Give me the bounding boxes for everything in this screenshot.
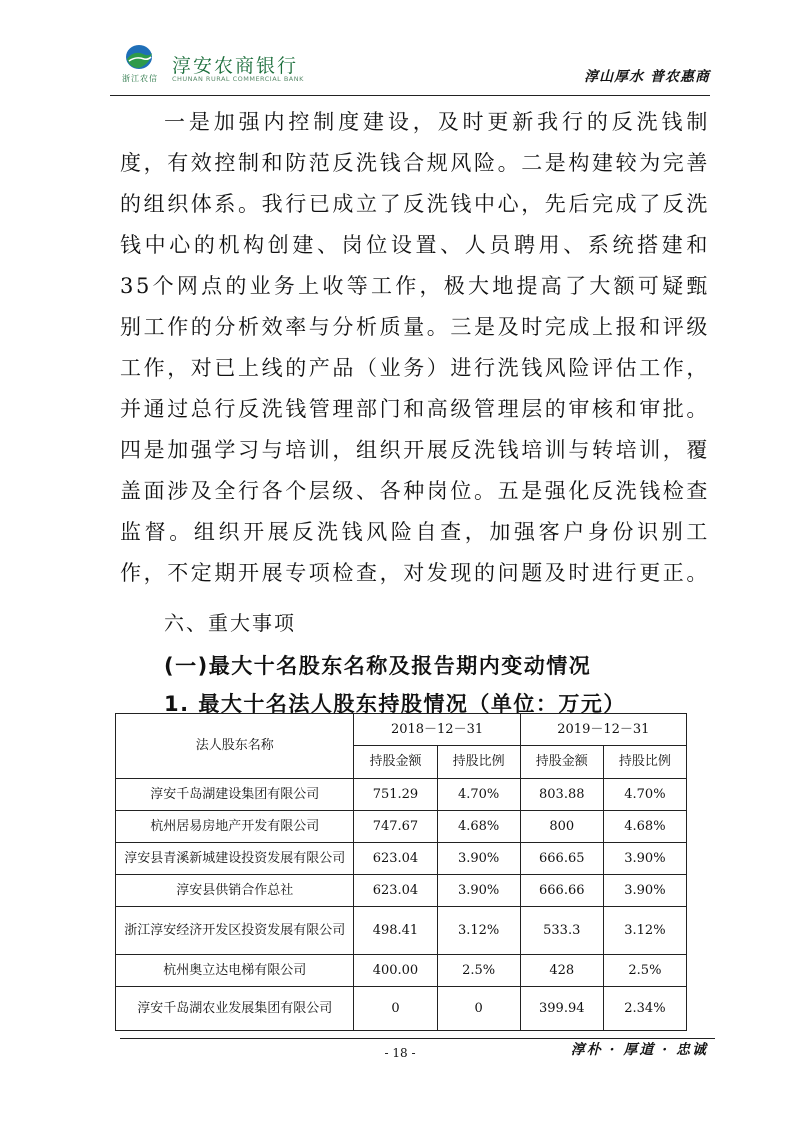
name-column-header: 法人股东名称 (116, 714, 354, 779)
page-header (110, 42, 710, 92)
amount-2018: 747.67 (354, 811, 437, 843)
amount-2018: 623.04 (354, 875, 437, 907)
shareholder-name: 淳安县青溪新城建设投资发展有限公司 (116, 843, 354, 875)
body-paragraph: 一是加强内控制度建设，及时更新我行的反洗钱制度，有效控制和防范反洗钱合规风险。二是构建较为完善的组织体系。我行已成立了反洗钱中心，先后完成了反洗钱中心的机构创建、岗位设置、人员聘用、系统搭建和35个网点的业务上收等工作，极大地提高了大额可疑甄别工作的分析效率与分析质量。三是及时完成上报和评级工作，对已上线的产品（业务）进行洗钱风险评估工作，并通过总行反洗钱管理部门和高级管理层的审核和审批。四是加强学习与培训，组织开展反洗钱培训与转培训，覆盖面涉及全行各个层级、各种岗位。五是强化反洗钱检查监督。组织开展反洗钱风险自查，加强客户身份识别工作，不定期开展专项检查，对发现的问题及时进行更正。 (120, 110, 710, 585)
bank-name: 淳安农商银行 (172, 55, 299, 77)
ratio-2019: 4.68% (603, 811, 686, 843)
bank-name-english: CHUNAN RURAL COMMERCIAL BANK (172, 75, 304, 83)
footer-slogan: 淳朴 · 厚道 · 忠诚 (570, 1042, 708, 1058)
shareholder-name: 杭州居易房地产开发有限公司 (116, 811, 354, 843)
table-header-row (116, 714, 687, 746)
ratio-2018: 2.5% (437, 955, 520, 987)
amount-2019: 533.3 (520, 907, 603, 955)
section-heading: 六、重大事项 (164, 611, 296, 635)
amount-2019: 399.94 (520, 987, 603, 1031)
logo-caption: 浙江农信 (122, 74, 158, 83)
ratio-2018: 4.70% (437, 779, 520, 811)
table-row (116, 811, 687, 843)
bank-logo (110, 44, 170, 90)
table-row (116, 779, 687, 811)
ratio-2018: 0 (437, 987, 520, 1031)
ratio-2019: 4.70% (603, 779, 686, 811)
year-2018-header: 2018－12－31 (354, 714, 520, 746)
table-row (116, 987, 687, 1031)
amount-2019: 803.88 (520, 779, 603, 811)
amount-header: 持股金额 (520, 746, 603, 779)
table-heading: 1. 最大十名法人股东持股情况（单位：万元） (164, 692, 626, 716)
table-row (116, 843, 687, 875)
ratio-header: 持股比例 (437, 746, 520, 779)
header-slogan: 淳山厚水 普农惠商 (584, 69, 710, 85)
ratio-2019: 2.34% (603, 987, 686, 1031)
ratio-2019: 3.12% (603, 907, 686, 955)
table-row (116, 875, 687, 907)
shareholder-name: 淳安县供销合作总社 (116, 875, 354, 907)
amount-2019: 428 (520, 955, 603, 987)
page-number: - 18 - (384, 1046, 416, 1060)
ratio-2018: 3.90% (437, 875, 520, 907)
subsection-heading: (一)最大十名股东名称及报告期内变动情况 (164, 654, 592, 678)
logo-icon (124, 44, 154, 72)
amount-2018: 498.41 (354, 907, 437, 955)
amount-header: 持股金额 (354, 746, 437, 779)
ratio-2018: 3.12% (437, 907, 520, 955)
amount-2019: 666.65 (520, 843, 603, 875)
ratio-2019: 3.90% (603, 843, 686, 875)
amount-2018: 751.29 (354, 779, 437, 811)
ratio-header: 持股比例 (603, 746, 686, 779)
table-row (116, 907, 687, 955)
shareholder-name: 浙江淳安经济开发区投资发展有限公司 (116, 907, 354, 955)
shareholder-name: 淳安千岛湖建设集团有限公司 (116, 779, 354, 811)
shareholder-name: 淳安千岛湖农业发展集团有限公司 (116, 987, 354, 1031)
header-divider (110, 95, 710, 96)
amount-2019: 800 (520, 811, 603, 843)
amount-2018: 623.04 (354, 843, 437, 875)
amount-2018: 400.00 (354, 955, 437, 987)
ratio-2018: 4.68% (437, 811, 520, 843)
amount-2019: 666.66 (520, 875, 603, 907)
year-2019-header: 2019－12－31 (520, 714, 686, 746)
ratio-2019: 2.5% (603, 955, 686, 987)
shareholder-table (115, 713, 687, 1031)
table-row (116, 955, 687, 987)
ratio-2018: 3.90% (437, 843, 520, 875)
ratio-2019: 3.90% (603, 875, 686, 907)
amount-2018: 0 (354, 987, 437, 1031)
shareholder-name: 杭州奥立达电梯有限公司 (116, 955, 354, 987)
